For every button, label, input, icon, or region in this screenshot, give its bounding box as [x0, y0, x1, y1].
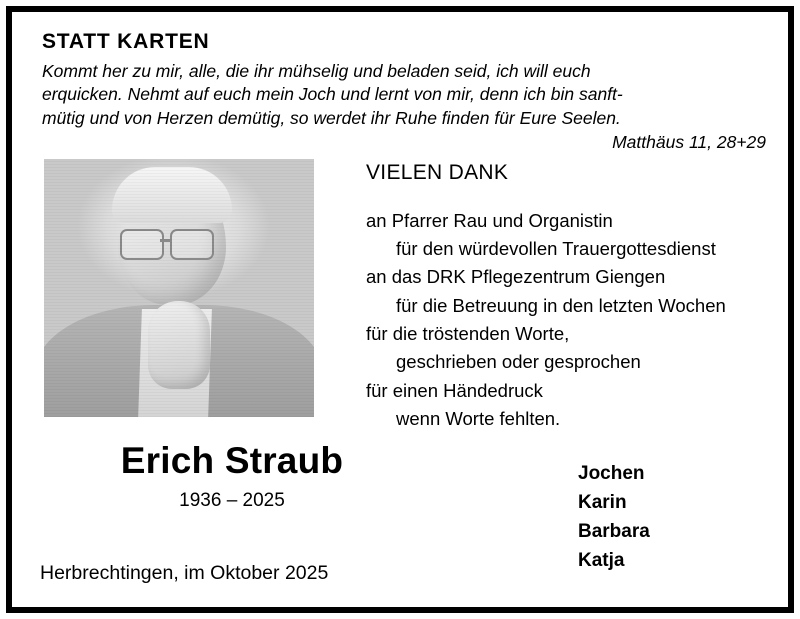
- thanks-line: für den würdevollen Trauergottesdienst: [396, 238, 716, 260]
- verse-line-2: erquicken. Nehmt auf euch mein Joch und lernt von mir, denn ich bin sanft-: [42, 84, 623, 105]
- thanks-list: [366, 207, 800, 433]
- family-name: Katja: [578, 550, 625, 572]
- thanks-line: für die Betreuung in den letzten Wochen: [396, 294, 726, 316]
- deceased-name: Erich Straub: [120, 440, 344, 481]
- portrait-photo: [44, 159, 314, 417]
- verse-line-1: Kommt her zu mir, alle, die ihr mühselig und beladen seid, ich will euch: [42, 61, 591, 81]
- portrait-hands: [148, 301, 210, 389]
- family-name: Barbara: [578, 521, 650, 543]
- thanks-line: an das DRK Pflegezentrum Giengen: [366, 266, 666, 288]
- thanks-line: wenn Worte fehlten.: [396, 407, 561, 429]
- thanks-line: geschrieben oder gesprochen: [396, 351, 641, 373]
- portrait-image: [44, 159, 314, 417]
- thanks-title: VIELEN DANK: [366, 160, 509, 184]
- family-name: Karin: [578, 492, 627, 514]
- deceased-dates: 1936 – 2025: [179, 490, 285, 511]
- main-section: [32, 159, 770, 459]
- obituary-frame: [6, 6, 794, 613]
- obituary-content: [12, 12, 788, 607]
- glasses-bridge-icon: [160, 239, 170, 242]
- thanks-line: für einen Händedruck: [366, 379, 543, 401]
- verse-reference: Matthäus 11, 28+29: [612, 131, 766, 152]
- thanks-section: [352, 159, 800, 433]
- portrait-hair: [112, 167, 232, 223]
- family-name: Jochen: [578, 463, 645, 484]
- thanks-line: für die tröstenden Worte,: [366, 322, 570, 344]
- glasses-left-icon: [120, 229, 164, 260]
- family-names: [578, 459, 650, 575]
- deceased-name-block: [52, 440, 412, 512]
- place-and-date: Herbrechtingen, im Oktober 2025: [40, 562, 329, 584]
- glasses-right-icon: [170, 229, 214, 260]
- heading-statt-karten: STATT KARTEN: [42, 30, 210, 53]
- thanks-line: an Pfarrer Rau und Organistin: [366, 209, 613, 231]
- bible-verse: [42, 60, 764, 130]
- verse-line-3: mütig und von Herzen demütig, so werdet ihr Ruhe finden für Eure Seelen.: [42, 107, 621, 128]
